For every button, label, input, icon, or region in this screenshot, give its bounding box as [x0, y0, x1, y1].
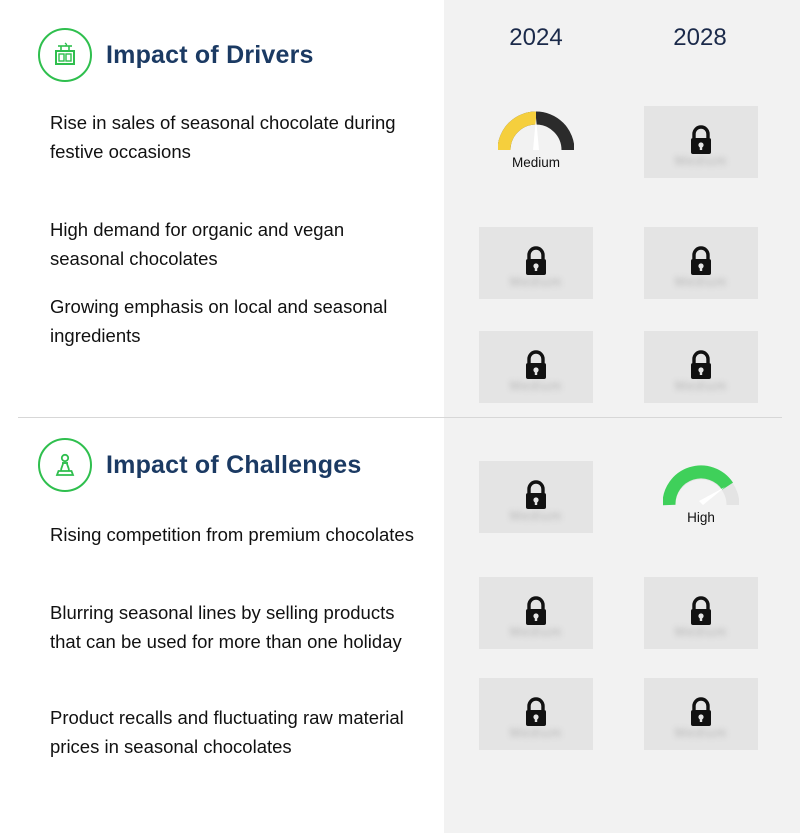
blurred-value: Medium [674, 725, 728, 740]
driver-bullet-2: High demand for organic and vegan seasonal chocolates [50, 219, 345, 269]
locked-panel [479, 577, 593, 649]
section-title-text-challenges: Impact of Challenges [106, 450, 362, 479]
section-title-text-drivers: Impact of Drivers [106, 40, 314, 69]
locked-cell-challenges-3-2028[interactable] [644, 678, 758, 750]
blurred-value: Medium [509, 508, 563, 523]
locked-panel [479, 461, 593, 533]
locked-cell-drivers-1-2028[interactable] [644, 106, 758, 178]
blurred-value: Medium [674, 153, 728, 168]
locked-panel [479, 227, 593, 299]
gauge-label-challenges-1-2028: High [687, 510, 715, 525]
column-header-2024: 2024 [509, 24, 563, 51]
locked-panel [644, 331, 758, 403]
gauge-label-drivers-1-2024: Medium [511, 155, 560, 170]
impact-gauge-challenges-1-2028[interactable] [644, 461, 758, 533]
impact-gauge-drivers-1-2024[interactable] [479, 106, 593, 178]
factory-chocolate-icon [38, 28, 92, 82]
locked-panel [644, 678, 758, 750]
lock-icon [521, 348, 551, 387]
lock-icon [686, 123, 716, 162]
lock-icon [521, 244, 551, 283]
blurred-value: Medium [509, 725, 563, 740]
challenge-bullet-1: Rising competition from premium chocolates [50, 524, 414, 545]
chess-piece-icon [38, 438, 92, 492]
lock-icon [521, 594, 551, 633]
driver-bullet-3: Growing emphasis on local and seasonal ingredients [50, 296, 388, 346]
locked-cell-drivers-3-2028[interactable] [644, 331, 758, 403]
locked-cell-drivers-3-2024[interactable] [479, 331, 593, 403]
blurred-value: Medium [509, 378, 563, 393]
challenge-bullet-3: Product recalls and fluctuating raw material prices in seasonal chocolates [50, 707, 404, 757]
lock-icon [686, 244, 716, 283]
blurred-value: Medium [674, 274, 728, 289]
column-header-2028: 2028 [673, 24, 727, 51]
locked-cell-challenges-3-2024[interactable] [479, 678, 593, 750]
lock-icon [521, 695, 551, 734]
lock-icon [686, 695, 716, 734]
locked-cell-challenges-2-2024[interactable] [479, 577, 593, 649]
section-divider [18, 417, 782, 418]
blurred-value: Medium [509, 274, 563, 289]
blurred-value: Medium [674, 378, 728, 393]
lock-icon [521, 478, 551, 517]
driver-bullet-1: Rise in sales of seasonal chocolate during festive occasions [50, 112, 396, 162]
locked-cell-challenges-2-2028[interactable] [644, 577, 758, 649]
blurred-value: Medium [674, 624, 728, 639]
lock-icon [686, 594, 716, 633]
locked-panel [644, 106, 758, 178]
challenge-bullet-2: Blurring seasonal lines by selling products that can be used for more than one holiday [50, 602, 402, 652]
locked-panel [479, 678, 593, 750]
locked-cell-challenges-1-2024[interactable] [479, 461, 593, 533]
locked-panel [644, 227, 758, 299]
section-title-drivers [38, 28, 314, 82]
blurred-value: Medium [509, 624, 563, 639]
gauge-high [644, 461, 758, 533]
locked-panel [479, 331, 593, 403]
lock-icon [686, 348, 716, 387]
locked-cell-drivers-2-2028[interactable] [644, 227, 758, 299]
locked-cell-drivers-2-2024[interactable] [479, 227, 593, 299]
locked-panel [644, 577, 758, 649]
section-title-challenges [38, 438, 361, 492]
gauge-medium [479, 106, 593, 178]
